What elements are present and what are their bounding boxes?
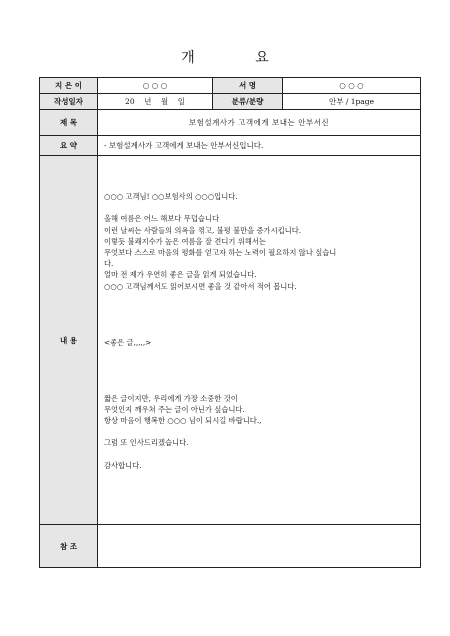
subject-value: 보험설계사가 고객에게 보내는 안부서신 xyxy=(98,110,421,136)
letter-line xyxy=(104,449,414,460)
letter-line xyxy=(104,348,414,359)
category-value: 안부 / 1page xyxy=(283,94,421,110)
reference-label: 참 조 xyxy=(40,525,98,568)
letter-line xyxy=(104,370,414,381)
letter-line: ○○○ 고객님께서도 읽어보시면 좋을 것 같아서 적어 봅니다. xyxy=(104,281,297,291)
document-title: 개 요 xyxy=(181,50,297,66)
letter-line xyxy=(104,314,414,325)
letter-line xyxy=(104,202,414,213)
author-row xyxy=(40,78,421,94)
reference-row xyxy=(40,525,421,568)
letter-line xyxy=(104,303,414,314)
summary-row xyxy=(40,136,421,156)
signature-label: 서 명 xyxy=(213,78,283,94)
letter-line: 다. xyxy=(104,259,114,269)
author-label: 지 은 이 xyxy=(40,78,98,94)
letter-line xyxy=(104,426,414,437)
letter-line: 얼마 전 제가 우연히 좋은 글을 읽게 되었습니다. xyxy=(104,270,257,280)
letter-line: <좋은 글,,,,,> xyxy=(104,337,152,347)
content-row xyxy=(40,156,421,525)
letter-line xyxy=(104,359,414,370)
letter-line: 감사합니다. xyxy=(104,460,142,470)
letter-line: 이렇듯 불쾌지수가 높은 여름을 잘 견디기 위해서는 xyxy=(104,236,266,246)
date-value: 20 년 월 일 xyxy=(98,94,213,110)
letter-line: 무엇보다 스스로 마음의 평화를 얻고자 하는 노력이 필요하지 않나 싶습니 xyxy=(104,248,337,258)
author-value: ○ ○ ○ xyxy=(98,78,213,94)
letter-line: 짧은 글이지만, 우리에게 가장 소중한 것이 xyxy=(104,393,238,403)
content-cell xyxy=(98,156,421,525)
info-form-table xyxy=(39,77,421,568)
letter-line: 올해 여름은 어느 해보다 무덥습니다 xyxy=(104,214,220,224)
summary-label: 요 약 xyxy=(40,136,98,156)
letter-line xyxy=(104,381,414,392)
letter-line xyxy=(104,325,414,336)
date-label: 작성일자 xyxy=(40,94,98,110)
signature-value: ○ ○ ○ xyxy=(283,78,421,94)
subject-label: 제 목 xyxy=(40,110,98,136)
letter-line: 그럼 또 인사드리겠습니다. xyxy=(104,438,189,448)
category-label: 분류/분량 xyxy=(213,94,283,110)
letter-line: ○○○ 고객님! ○○보험사의 ○○○입니다. xyxy=(104,192,238,201)
letter-line: 무엇인지 깨우쳐 주는 글이 아닌가 싶습니다. xyxy=(104,404,245,414)
letter-line: 이런 날씨는 사람들의 의욕을 꺾고, 불평 불만을 증가시킵니다. xyxy=(104,225,302,235)
date-row xyxy=(40,94,421,110)
content-label: 내 용 xyxy=(40,156,98,525)
letter-line xyxy=(104,292,414,303)
reference-value xyxy=(98,525,421,568)
letter-body xyxy=(104,191,414,471)
letter-line: 항상 마음이 행복한 ○○○ 님이 되시길 바랍니다., xyxy=(104,416,262,426)
subject-row xyxy=(40,110,421,136)
summary-value: - 보험설계사가 고객에게 보내는 안부서신입니다. xyxy=(98,136,421,156)
